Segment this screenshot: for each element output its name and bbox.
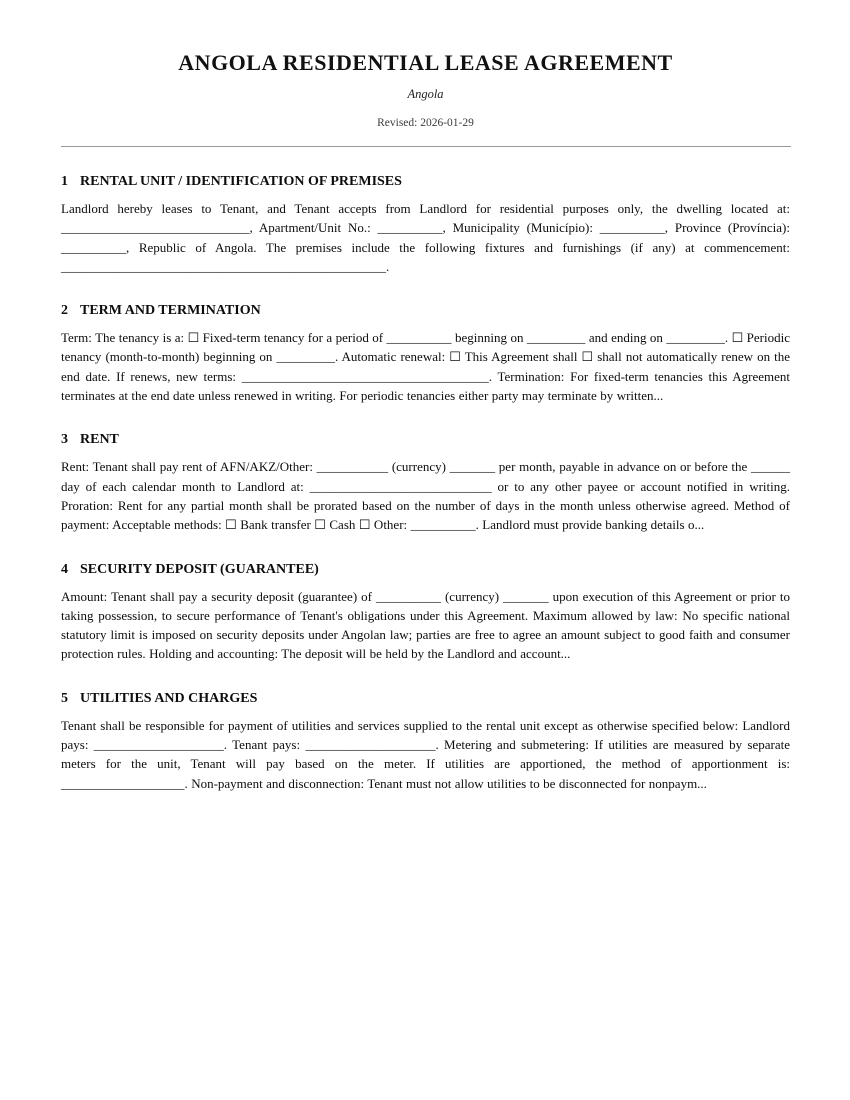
document-title: ANGOLA RESIDENTIAL LEASE AGREEMENT: [178, 50, 673, 75]
section-term-termination: [61, 302, 790, 405]
section-number: 2: [61, 303, 68, 319]
section-number: 3: [61, 432, 68, 448]
section-body: Amount: Tenant shall pay a security deposit (guarantee) of __________ (currency) _______ upon execution of this Agreement or prior to taking possession, to secure performance of Tenant's obligations under this Agreement. Maximum allowed by law: No specific national statutory limit is imposed on security deposits under Angolan law; parties are free to agree an amount subject to good faith and consumer protection rules. Holding and accounting: The deposit will be held by the Landlord and account...: [61, 588, 790, 662]
revision-date: Revised: 2026-01-29: [377, 117, 474, 129]
header-divider: [61, 146, 791, 147]
section-rental-unit: [61, 173, 790, 276]
section-title: UTILITIES AND CHARGES: [80, 690, 258, 706]
section-heading: [61, 690, 790, 707]
section-heading: [61, 173, 790, 190]
section-body: Term: The tenancy is a: ☐ Fixed-term tenancy for a period of __________ beginning on _________ and ending on _________. ☐ Periodic tenancy (month-to-month) beginning on _________. Automatic renewal: ☐ This Agreement shall ☐ shall not automatically renew on the end date. If renews, new terms: ______________________________________. Termination: For fixed-term tenancies this Agreement terminates at the end date unless renewed in writing. For periodic tenancies either party may terminate by written...: [61, 330, 790, 404]
section-number: 5: [61, 690, 68, 706]
section-security-deposit: [61, 561, 790, 664]
section-heading: [61, 302, 790, 319]
section-body: Rent: Tenant shall pay rent of AFN/AKZ/Other: ___________ (currency) _______ per month, payable in advance on or before the ______ day of each calendar month to Landlord at: ____________________________ or to any other payee or account notified in writing. Proration: Rent for any partial month shall be prorated based on the number of days in the month unless otherwise agreed. Method of payment: Acceptable methods: ☐ Bank transfer ☐ Cash ☐ Other: __________. Landlord must provide banking details o...: [61, 459, 790, 533]
section-number: 4: [61, 561, 68, 577]
country-subtitle: Angola: [407, 87, 444, 101]
section-title: RENT: [80, 432, 119, 448]
section-body: Landlord hereby leases to Tenant, and Tenant accepts from Landlord for residential purposes only, the dwelling located at: _____________________________, Apartment/Unit No.: __________, Municipality (Município): __________, Province (Província): __________, Republic of Angola. The premises include the following fixtures and furnishings (if any) at commencement: __________________________________________________.: [61, 201, 790, 274]
section-heading: [61, 561, 790, 578]
section-title: TERM AND TERMINATION: [80, 303, 261, 319]
section-utilities: [61, 690, 790, 793]
section-number: 1: [61, 174, 68, 189]
section-heading: [61, 431, 790, 448]
section-title: SECURITY DEPOSIT (GUARANTEE): [80, 561, 319, 577]
section-title: RENTAL UNIT / IDENTIFICATION OF PREMISES: [80, 174, 402, 189]
section-body: Tenant shall be responsible for payment of utilities and services supplied to the rental unit except as otherwise specified below: Landlord pays: ____________________. Tenant pays: ____________________. Metering and submetering: If utilities are measured by separate meters for the unit, Tenant will pay based on the meter. If utilities are apportioned, the method of apportionment is: ___________________. Non-payment and disconnection: Tenant must not allow utilities to be disconnected for nonpaym...: [61, 717, 790, 791]
section-rent: [61, 431, 790, 534]
